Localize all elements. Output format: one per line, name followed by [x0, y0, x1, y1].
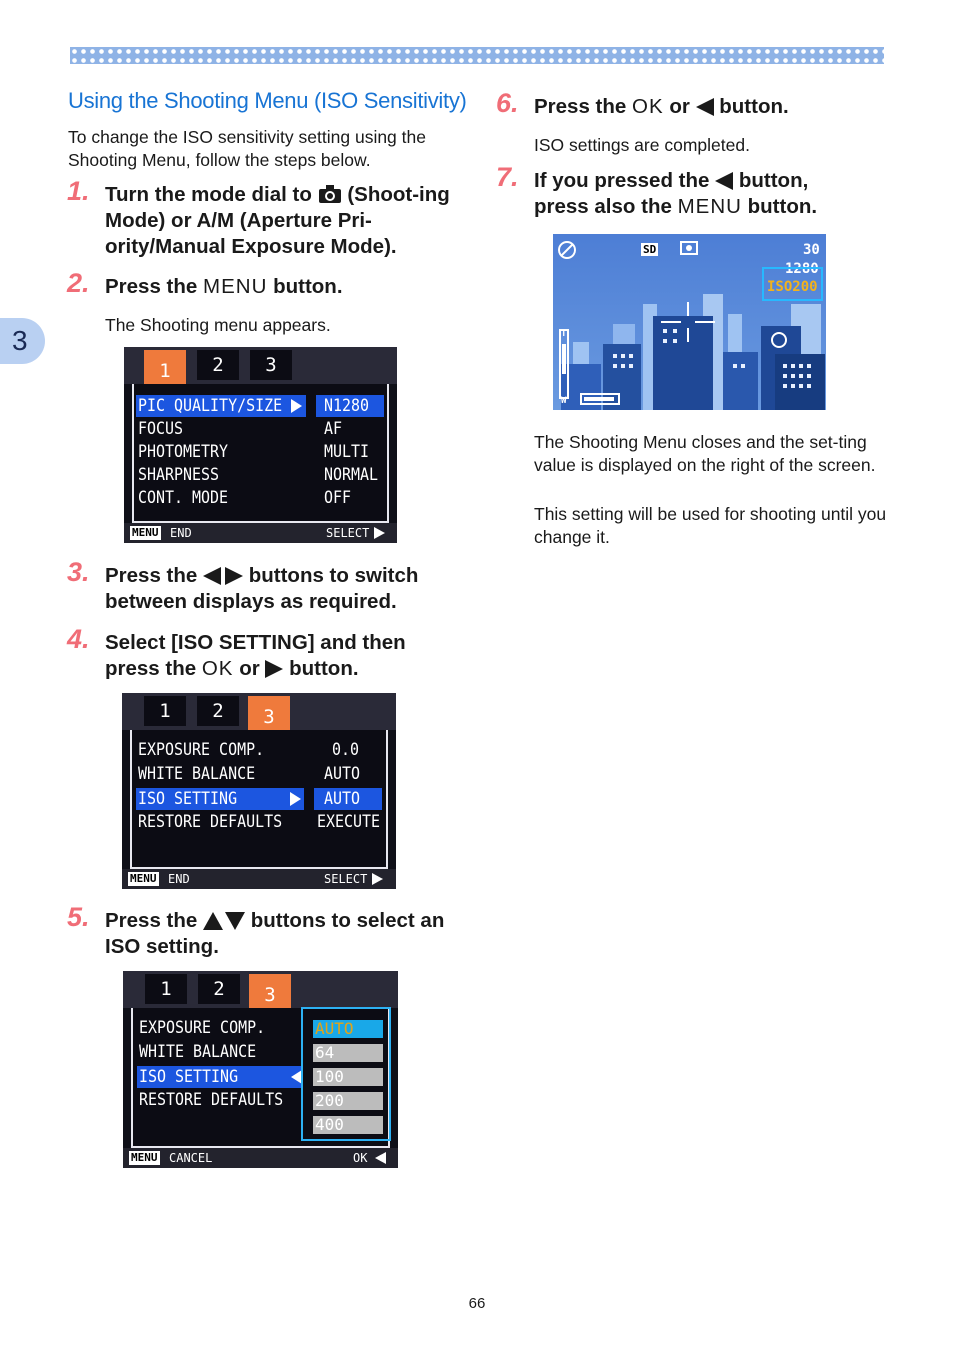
decorative-header-band: [70, 47, 884, 64]
step-number: 7.: [496, 162, 519, 192]
menu-tab-1: 1: [144, 696, 186, 726]
menu-tab-2: 2: [197, 696, 239, 726]
submenu-arrow-icon: [290, 792, 301, 806]
menu-row-value: N1280: [324, 396, 370, 416]
step-number: 2.: [67, 268, 90, 298]
menu-footer: MENU END SELECT: [124, 523, 397, 543]
menu-tab-2: 2: [198, 974, 240, 1004]
menu-tab-1: 1: [144, 350, 186, 392]
menu-footer: MENU CANCEL OK: [123, 1148, 398, 1168]
left-arrow-icon: [375, 1152, 386, 1164]
menu-key-badge: MENU: [132, 526, 159, 539]
step-number: 4.: [67, 624, 90, 654]
chapter-tab: 3: [0, 318, 45, 364]
menu-tab-3: 3: [250, 350, 292, 380]
menu-key-label: MENU: [677, 195, 742, 218]
menu-row-value: AF: [324, 419, 343, 439]
iso-option-auto: AUTO: [313, 1020, 383, 1038]
menu-row-value: MULTI: [324, 442, 370, 462]
menu-row-label: CONT. MODE: [138, 488, 229, 508]
shooting-menu-screen-3: [123, 971, 398, 1168]
step-number: 5.: [67, 902, 90, 932]
lcd-preview-screen: [553, 234, 826, 410]
left-arrow-icon: [715, 172, 733, 190]
remaining-shots: 30: [803, 242, 820, 258]
section-title: Using the Shooting Menu (ISO Sensitivity): [68, 88, 467, 113]
menu-key-badge: MENU: [131, 1151, 158, 1164]
step-6-note: ISO settings are completed.: [534, 135, 750, 155]
step-2-note: The Shooting menu appears.: [105, 315, 331, 335]
left-right-arrows-icon: [203, 567, 243, 585]
menu-row-value: AUTO: [324, 764, 361, 784]
menu-row-value: EXECUTE: [317, 812, 381, 832]
menu-footer: MENU END SELECT: [122, 869, 396, 889]
menu-tab-bar: [123, 971, 398, 1008]
menu-row-label: RESTORE DEFAULTS: [138, 812, 283, 832]
step-number: 6.: [496, 88, 519, 118]
step-number: 3.: [67, 557, 90, 587]
step-3: 3. Press the buttons to switch between displays as required.: [67, 557, 419, 613]
step-7: 7. If you pressed the button, press also the MENU button.: [496, 162, 818, 218]
menu-row-label: SHARPNESS: [138, 465, 220, 485]
step-7-note-2: This setting will be used for shooting until you change it.: [534, 504, 887, 547]
menu-row-label: PHOTOMETRY: [138, 442, 229, 462]
menu-row-label: ISO SETTING: [139, 1067, 239, 1087]
menu-tab-3: 3: [249, 974, 291, 1016]
menu-row-label: ISO SETTING: [138, 789, 238, 809]
iso-indicator: ISO200: [767, 279, 818, 295]
iso-option-200: 200: [313, 1092, 383, 1110]
iso-option-400: 400: [313, 1116, 383, 1134]
iso-option-100: 100: [313, 1068, 383, 1086]
right-arrow-icon: [265, 660, 283, 678]
menu-row-value: 0.0: [332, 740, 360, 760]
menu-row-value: NORMAL: [324, 465, 379, 485]
image-size: 1280: [785, 261, 819, 277]
step-6: 6. Press the OK or button.: [496, 88, 789, 118]
menu-row-label: WHITE BALANCE: [138, 764, 256, 784]
page-number: 66: [468, 1295, 486, 1312]
zoom-wide-label: W: [561, 396, 567, 406]
intro-text: To change the ISO sensitivity setting using the Shooting Menu, follow the steps below.: [68, 127, 426, 170]
menu-row-value: OFF: [324, 488, 352, 508]
menu-row-label: EXPOSURE COMP.: [138, 740, 265, 760]
menu-tab-bar: [122, 693, 396, 730]
menu-row-value: AUTO: [324, 789, 361, 809]
camera-icon: [318, 184, 342, 204]
right-arrow-icon: [372, 873, 383, 885]
menu-tab-bar: [124, 347, 397, 384]
right-arrow-icon: [374, 527, 385, 539]
menu-row-label: FOCUS: [138, 419, 184, 439]
menu-tab-2: 2: [197, 350, 239, 380]
step-2: 2. Press the MENU button.: [67, 268, 343, 298]
shooting-menu-screen-2: [122, 693, 396, 889]
step-1: 1. Turn the mode dial to (Shoot-ing Mode) or A/M (Aperture Pri-ority/Manual Exposure Mode).: [67, 176, 450, 258]
submenu-arrow-icon: [291, 399, 302, 413]
sd-card-indicator: SD: [643, 243, 657, 256]
ok-key-label: OK: [632, 95, 664, 118]
iso-option-list: [301, 1007, 391, 1141]
ok-key-label: OK: [201, 657, 234, 680]
step-number: 1.: [67, 176, 90, 206]
menu-key-badge: MENU: [130, 872, 157, 885]
menu-row-label: PIC QUALITY/SIZE: [138, 396, 283, 416]
step-5: 5. Press the buttons to select an ISO setting.: [67, 902, 445, 958]
menu-row-label: RESTORE DEFAULTS: [139, 1090, 284, 1110]
menu-tab-1: 1: [145, 974, 187, 1004]
iso-option-64: 64: [313, 1044, 383, 1062]
shooting-menu-screen-1: [124, 347, 397, 543]
menu-tab-3: 3: [248, 696, 290, 738]
left-arrow-icon: [696, 98, 714, 116]
up-down-arrows-icon: [203, 912, 245, 930]
menu-row-label: EXPOSURE COMP.: [139, 1018, 266, 1038]
menu-key-label: MENU: [203, 275, 268, 298]
menu-row-label: WHITE BALANCE: [139, 1042, 257, 1062]
step-7-note-1: The Shooting Menu closes and the set-ting value is displayed on the right of the screen.: [534, 432, 876, 475]
zoom-tele-label: T: [561, 329, 567, 339]
step-4: 4. Select [ISO SETTING] and then press the OK or button.: [67, 624, 406, 680]
